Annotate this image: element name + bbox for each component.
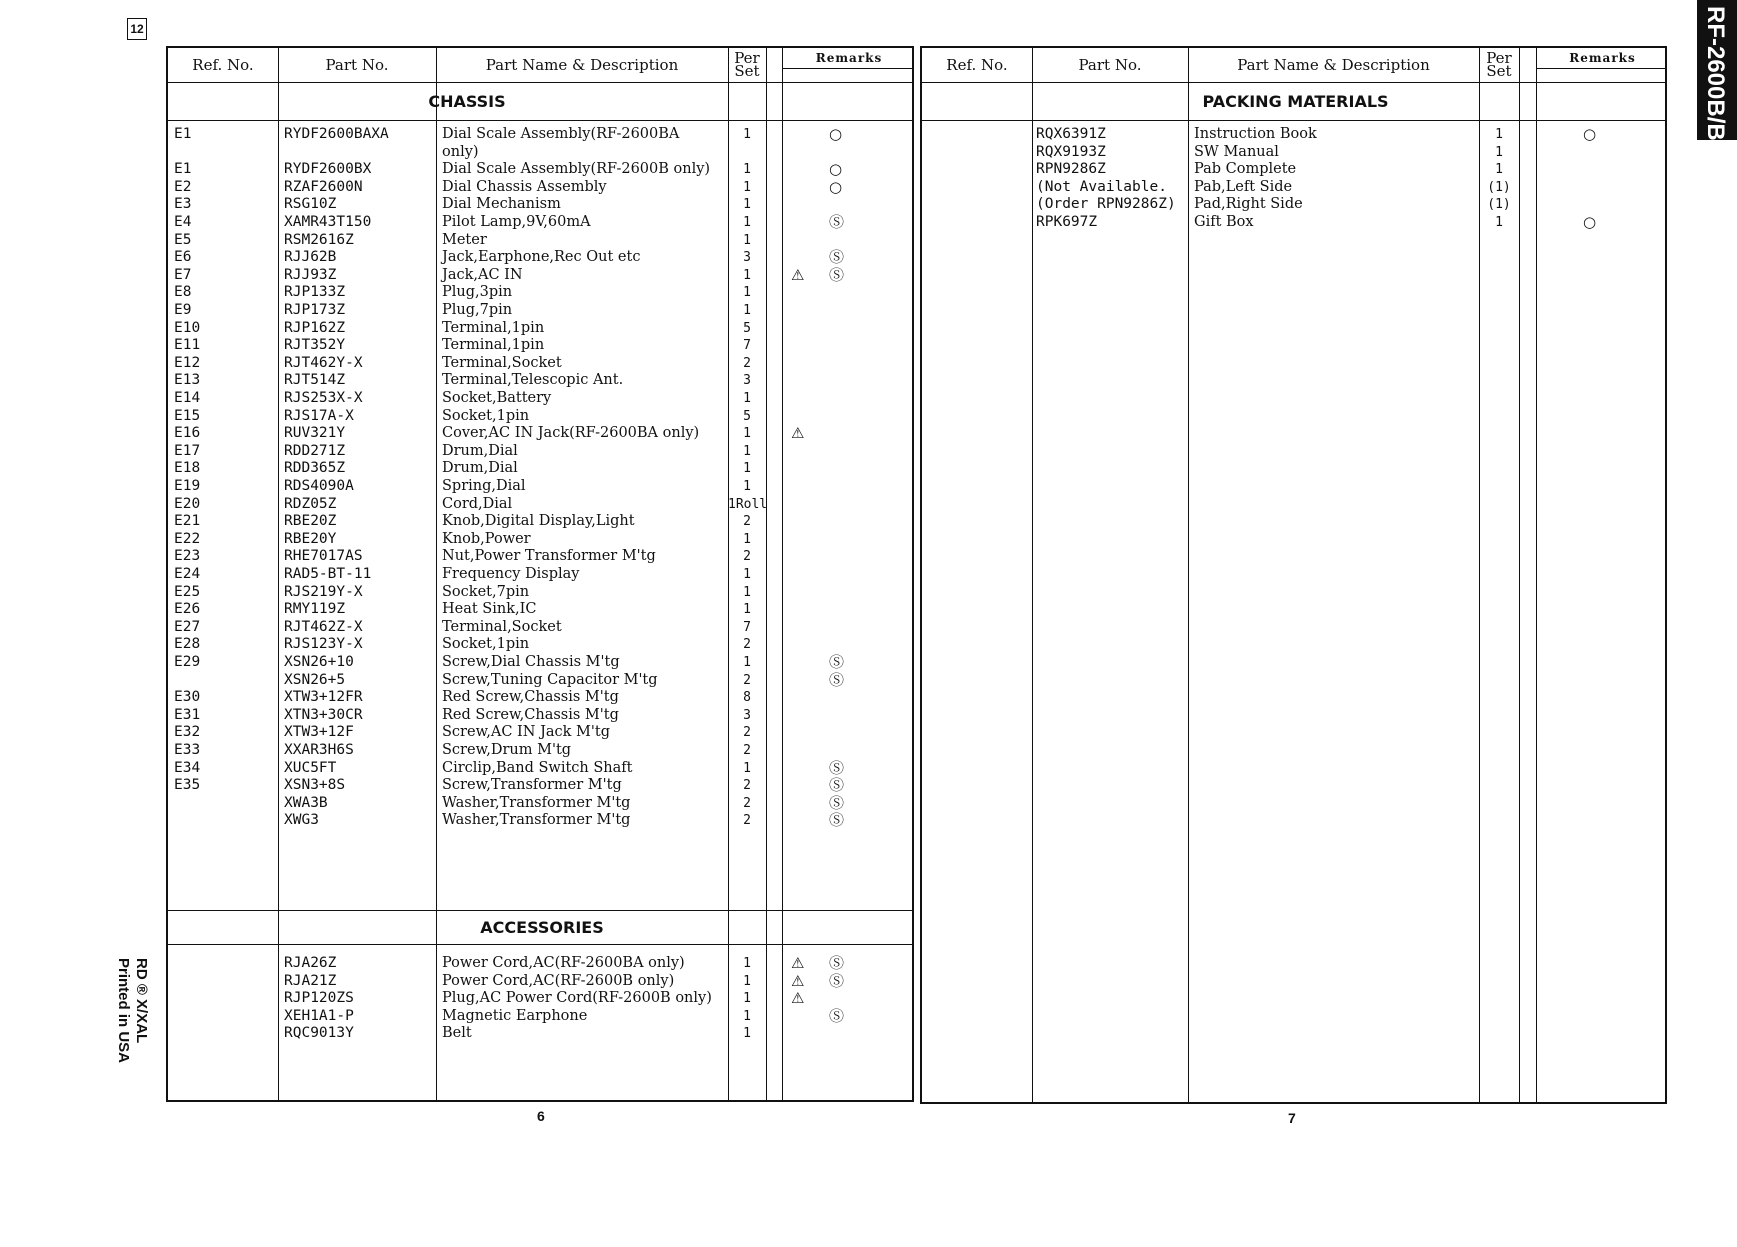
part-no-cell: XAMR43T150 bbox=[284, 214, 372, 230]
description-cell: Terminal,Socket bbox=[442, 354, 562, 371]
table-row bbox=[168, 513, 912, 531]
remark-mark-icon: ○ bbox=[829, 125, 843, 143]
per-set-cell: 1 bbox=[743, 461, 751, 477]
description-cell: Washer,Transformer M'tg bbox=[442, 794, 631, 811]
description-cell: Socket,Battery bbox=[442, 390, 552, 406]
part-no-cell: RQX6391Z bbox=[1036, 126, 1106, 142]
description-cell: only) bbox=[442, 143, 479, 160]
description-cell: Pad,Right Side bbox=[1194, 196, 1303, 213]
table-row bbox=[168, 267, 912, 285]
header-ref-no-right: Ref. No. bbox=[946, 55, 1008, 74]
table-row bbox=[168, 496, 912, 514]
right-parts-table bbox=[920, 46, 1667, 1104]
ref-cell: E15 bbox=[174, 407, 201, 424]
ref-cell: E33 bbox=[174, 742, 201, 758]
description-cell: Pab,Left Side bbox=[1194, 178, 1293, 195]
ref-cell: E35 bbox=[174, 777, 201, 794]
description-cell: Terminal,1pin bbox=[442, 319, 545, 336]
section-packing-title: PACKING MATERIALS bbox=[1202, 91, 1389, 111]
part-no-cell: (Order RPN9286Z) bbox=[1036, 196, 1176, 213]
table-row bbox=[168, 249, 912, 267]
per-set-cell: 7 bbox=[743, 338, 751, 354]
per-set-cell: 1 bbox=[743, 760, 751, 776]
table-row bbox=[168, 214, 912, 232]
per-set-cell: 1 bbox=[1495, 215, 1503, 230]
per-set-cell: 3 bbox=[743, 373, 751, 389]
part-no-cell: XSN3+8S bbox=[284, 777, 346, 794]
remark-mark-icon: Ⓢ bbox=[829, 248, 845, 267]
table-row bbox=[168, 531, 912, 549]
description-cell: Red Screw,Chassis M'tg bbox=[442, 706, 619, 723]
header-remarks: Remarks bbox=[815, 50, 883, 65]
ref-cell: E24 bbox=[174, 566, 201, 582]
part-no-cell: RJS219Y-X bbox=[284, 583, 363, 600]
description-cell: Dial Chassis Assembly bbox=[442, 178, 607, 195]
ref-cell: E25 bbox=[174, 583, 201, 600]
part-no-cell: RDZ05Z bbox=[284, 495, 337, 512]
per-set-cell: 5 bbox=[743, 408, 751, 424]
per-set-cell: 8 bbox=[743, 690, 751, 706]
part-no-cell: RDS4090A bbox=[284, 478, 354, 494]
remark-mark-icon: Ⓢ bbox=[829, 1006, 845, 1025]
table-row bbox=[168, 973, 912, 991]
description-cell: Pilot Lamp,9V,60mA bbox=[442, 214, 591, 230]
part-no-cell: RJP162Z bbox=[284, 319, 346, 336]
per-set-cell: 3 bbox=[743, 250, 751, 266]
table-row bbox=[168, 566, 912, 584]
part-no-cell: XWA3B bbox=[284, 794, 328, 811]
description-cell: SW Manual bbox=[1194, 143, 1279, 160]
per-set-cell: 1 bbox=[1495, 162, 1503, 178]
description-cell: Screw,AC IN Jack M'tg bbox=[442, 724, 610, 741]
part-no-cell: RPK697Z bbox=[1036, 214, 1098, 230]
part-no-cell: RJS17A-X bbox=[284, 407, 354, 424]
ref-cell: E29 bbox=[174, 654, 201, 670]
ref-cell: E16 bbox=[174, 425, 201, 442]
table-row bbox=[168, 161, 912, 179]
description-cell: Instruction Book bbox=[1194, 126, 1317, 142]
description-cell: Screw,Tuning Capacitor M'tg bbox=[442, 671, 658, 688]
part-no-cell: RHE7017AS bbox=[284, 548, 363, 565]
header-part-name: Part Name & Description bbox=[485, 55, 679, 74]
table-row bbox=[168, 742, 912, 760]
description-cell: Socket,7pin bbox=[442, 583, 530, 600]
part-no-cell: XWG3 bbox=[284, 812, 319, 829]
part-no-cell: RYDF2600BX bbox=[284, 161, 372, 178]
description-cell: Screw,Drum M'tg bbox=[442, 742, 572, 758]
remark-mark-icon: Ⓢ bbox=[829, 793, 845, 812]
part-no-cell: RJT352Y bbox=[284, 337, 346, 354]
part-no-cell: XUC5FT bbox=[284, 759, 337, 776]
part-no-cell: RQC9013Y bbox=[284, 1025, 354, 1042]
description-cell: Cord,Dial bbox=[442, 495, 513, 512]
table-row bbox=[168, 443, 912, 461]
ref-cell: E4 bbox=[174, 214, 192, 230]
table-row bbox=[168, 707, 912, 725]
ref-cell: E18 bbox=[174, 460, 201, 477]
table-row bbox=[168, 689, 912, 707]
part-no-cell: XTW3+12F bbox=[284, 724, 354, 741]
description-cell: Nut,Power Transformer M'tg bbox=[442, 548, 656, 565]
per-set-cell: 1 bbox=[743, 655, 751, 670]
part-no-cell: RJT462Y-X bbox=[284, 354, 363, 371]
part-no-cell: RSG10Z bbox=[284, 196, 337, 213]
ref-cell: E23 bbox=[174, 548, 201, 565]
remark-mark-icon: Ⓢ bbox=[829, 811, 845, 830]
part-no-cell: RJT462Z-X bbox=[284, 618, 363, 635]
ref-cell: E2 bbox=[174, 178, 192, 195]
per-set-cell: 2 bbox=[743, 725, 751, 741]
part-no-cell: RUV321Y bbox=[284, 425, 346, 442]
part-no-cell: RJA26Z bbox=[284, 955, 337, 971]
part-no-cell: RBE20Y bbox=[284, 530, 337, 547]
table-row bbox=[922, 214, 1665, 232]
left-parts-table bbox=[166, 46, 914, 1102]
description-cell: Power Cord,AC(RF-2600B only) bbox=[442, 972, 675, 989]
ref-cell: E13 bbox=[174, 372, 201, 389]
description-cell: Screw,Dial Chassis M'tg bbox=[442, 654, 620, 670]
part-no-cell: RJJ93Z bbox=[284, 266, 337, 283]
part-no-cell: RJS123Y-X bbox=[284, 636, 363, 653]
part-no-cell: XXAR3H6S bbox=[284, 742, 354, 758]
header-part-name-right: Part Name & Description bbox=[1237, 55, 1430, 74]
part-no-cell: XSN26+5 bbox=[284, 671, 346, 688]
remark-mark-icon: Ⓢ bbox=[829, 971, 845, 990]
table-row bbox=[168, 760, 912, 778]
safety-mark-icon: ⚠ bbox=[791, 954, 805, 972]
section-accessories-title: ACCESSORIES bbox=[480, 917, 604, 937]
table-row bbox=[168, 196, 912, 214]
table-row bbox=[168, 425, 912, 443]
safety-mark-icon: ⚠ bbox=[791, 424, 805, 443]
ref-cell: E10 bbox=[174, 319, 201, 336]
page-number-left: 6 bbox=[537, 1108, 545, 1124]
per-set-cell: 2 bbox=[743, 637, 751, 653]
table-row bbox=[168, 355, 912, 373]
table-row bbox=[168, 795, 912, 813]
table-row bbox=[922, 144, 1665, 162]
table-row bbox=[168, 672, 912, 690]
header-ref-no: Ref. No. bbox=[192, 55, 254, 74]
table-row bbox=[168, 284, 912, 302]
part-no-cell: RPN9286Z bbox=[1036, 161, 1106, 178]
table-row bbox=[168, 601, 912, 619]
per-set-cell: 7 bbox=[743, 619, 751, 635]
description-cell: Spring,Dial bbox=[442, 478, 526, 494]
description-cell: Socket,1pin bbox=[442, 407, 530, 424]
per-set-cell: 1 bbox=[743, 179, 751, 195]
per-set-cell: 2 bbox=[743, 355, 751, 371]
ref-cell: E22 bbox=[174, 530, 201, 547]
part-no-cell: RDD271Z bbox=[284, 442, 346, 459]
per-set-cell: 1 bbox=[743, 479, 751, 494]
table-row bbox=[922, 179, 1665, 197]
description-cell: Jack,Earphone,Rec Out etc bbox=[442, 249, 641, 266]
description-cell: Terminal,Telescopic Ant. bbox=[442, 372, 624, 389]
description-cell: Frequency Display bbox=[442, 566, 580, 582]
ref-cell: E6 bbox=[174, 249, 192, 266]
per-set-cell: 1 bbox=[743, 127, 751, 142]
per-set-cell: (1) bbox=[1487, 179, 1511, 195]
header-part-no-right: Part No. bbox=[1078, 55, 1142, 74]
table-row bbox=[168, 408, 912, 426]
description-cell: Socket,1pin bbox=[442, 636, 530, 653]
page-number-right: 7 bbox=[1288, 1110, 1296, 1126]
per-set-cell: 1 bbox=[743, 232, 751, 248]
table-row bbox=[168, 990, 912, 1008]
ref-cell: E5 bbox=[174, 231, 192, 248]
ref-cell: E17 bbox=[174, 442, 201, 459]
part-no-cell: RDD365Z bbox=[284, 460, 346, 477]
table-row bbox=[168, 654, 912, 672]
part-no-cell: RQX9193Z bbox=[1036, 143, 1106, 160]
description-cell: Red Screw,Chassis M'tg bbox=[442, 689, 619, 706]
part-no-cell: RJP133Z bbox=[284, 284, 346, 301]
per-set-cell: 1 bbox=[743, 956, 751, 971]
table-row bbox=[168, 460, 912, 478]
description-cell: Screw,Transformer M'tg bbox=[442, 777, 622, 794]
part-no-cell: RMY119Z bbox=[284, 601, 346, 618]
safety-mark-icon: ⚠ bbox=[791, 265, 805, 284]
table-row bbox=[168, 812, 912, 830]
remark-mark-icon: ○ bbox=[1583, 125, 1597, 143]
part-no-cell: RJJ62B bbox=[284, 249, 337, 266]
remark-mark-icon: ○ bbox=[829, 177, 843, 196]
ref-cell: E9 bbox=[174, 302, 192, 318]
description-cell: Plug,3pin bbox=[442, 284, 513, 301]
part-no-cell: RZAF2600N bbox=[284, 178, 363, 195]
per-set-cell: 2 bbox=[743, 778, 751, 794]
ref-cell: E12 bbox=[174, 354, 201, 371]
per-set-cell: 1 bbox=[743, 267, 751, 283]
part-no-cell: RJP120ZS bbox=[284, 990, 354, 1007]
table-row bbox=[168, 619, 912, 637]
remark-mark-icon: Ⓢ bbox=[829, 776, 845, 795]
table-row bbox=[168, 955, 912, 973]
per-set-cell: 1 bbox=[743, 303, 751, 318]
per-set-cell: 2 bbox=[743, 813, 751, 829]
header-per-set: Per Set bbox=[734, 49, 760, 80]
remark-mark-icon: Ⓢ bbox=[829, 670, 845, 689]
section-chassis-title: CHASSIS bbox=[428, 91, 506, 111]
description-cell: Terminal,Socket bbox=[442, 618, 562, 635]
per-set-cell: 1 bbox=[743, 162, 751, 178]
per-set-cell: 1 bbox=[743, 1008, 751, 1024]
description-cell: Dial Scale Assembly(RF-2600BA bbox=[442, 126, 680, 142]
model-tab-label: RF-2600B/BA bbox=[1702, 6, 1729, 159]
part-no-cell: (Not Available. bbox=[1036, 178, 1167, 195]
table-row bbox=[168, 232, 912, 250]
description-cell: Plug,AC Power Cord(RF-2600B only) bbox=[442, 990, 712, 1007]
table-row bbox=[168, 372, 912, 390]
ref-cell: E7 bbox=[174, 266, 192, 283]
description-cell: Belt bbox=[442, 1025, 472, 1042]
per-set-cell: 2 bbox=[743, 549, 751, 565]
part-no-cell: XSN26+10 bbox=[284, 654, 354, 670]
description-cell: Jack,AC IN bbox=[442, 266, 523, 283]
per-set-cell: 1 bbox=[743, 567, 751, 582]
per-set-cell: 2 bbox=[743, 743, 751, 758]
header-per-set-right: Per Set bbox=[1486, 49, 1512, 80]
part-no-cell: XEH1A1-P bbox=[284, 1007, 354, 1024]
header-part-no: Part No. bbox=[325, 55, 389, 74]
per-set-cell: 1 bbox=[1495, 127, 1503, 142]
per-set-cell: 1 bbox=[743, 443, 751, 459]
ref-cell: E1 bbox=[174, 126, 192, 142]
description-cell: Knob,Power bbox=[442, 530, 531, 547]
table-row bbox=[168, 478, 912, 496]
per-set-cell: 1 bbox=[743, 426, 751, 442]
table-row bbox=[168, 179, 912, 197]
per-set-cell: 2 bbox=[743, 795, 751, 811]
remark-mark-icon: Ⓢ bbox=[829, 653, 845, 671]
description-cell: Cover,AC IN Jack(RF-2600BA only) bbox=[442, 425, 700, 442]
ref-cell: E32 bbox=[174, 724, 201, 741]
printed-in: Printed in USA bbox=[115, 958, 132, 1064]
per-set-cell: 1 bbox=[743, 215, 751, 230]
description-cell: Meter bbox=[442, 231, 487, 248]
part-no-cell: RSM2616Z bbox=[284, 231, 354, 248]
per-set-cell: 1 bbox=[743, 991, 751, 1007]
table-row bbox=[168, 636, 912, 654]
per-set-cell: 1 bbox=[743, 973, 751, 989]
per-set-cell: (1) bbox=[1487, 197, 1511, 213]
table-row bbox=[168, 777, 912, 795]
ref-cell: E28 bbox=[174, 636, 201, 653]
ref-cell: E27 bbox=[174, 618, 201, 635]
description-cell: Gift Box bbox=[1194, 214, 1254, 230]
description-cell: Circlip,Band Switch Shaft bbox=[442, 759, 633, 776]
per-set-cell: 1 bbox=[743, 602, 751, 618]
table-row bbox=[922, 196, 1665, 214]
table-row bbox=[168, 390, 912, 408]
remark-mark-icon: Ⓢ bbox=[829, 954, 845, 972]
ref-cell: E3 bbox=[174, 196, 192, 213]
header-remarks-right: Remarks bbox=[1569, 50, 1636, 65]
part-no-cell: XTW3+12FR bbox=[284, 689, 363, 706]
ref-cell: E31 bbox=[174, 706, 201, 723]
table-row bbox=[168, 302, 912, 320]
ref-cell: E34 bbox=[174, 759, 201, 776]
remark-mark-icon: ○ bbox=[829, 160, 843, 179]
table-row bbox=[168, 1008, 912, 1026]
per-set-cell: 1 bbox=[1495, 144, 1503, 160]
part-no-cell: XTN3+30CR bbox=[284, 706, 363, 723]
ref-cell: E8 bbox=[174, 284, 192, 301]
per-set-cell: 1 bbox=[743, 285, 751, 301]
part-no-cell: RJP173Z bbox=[284, 302, 346, 318]
ref-cell: E1 bbox=[174, 161, 192, 178]
description-cell: Dial Scale Assembly(RF-2600B only) bbox=[442, 161, 711, 178]
table-row bbox=[168, 724, 912, 742]
description-cell: Heat Sink,IC bbox=[442, 601, 537, 618]
table-row bbox=[168, 126, 912, 144]
ref-cell: E14 bbox=[174, 390, 201, 406]
model-side-tab bbox=[1697, 0, 1737, 159]
per-set-cell: 2 bbox=[743, 514, 751, 530]
table-row bbox=[168, 320, 912, 338]
per-set-cell: 1Roll bbox=[728, 496, 768, 512]
table-row bbox=[922, 161, 1665, 179]
description-cell: Power Cord,AC(RF-2600BA only) bbox=[442, 955, 685, 971]
remark-mark-icon: Ⓢ bbox=[829, 265, 845, 284]
per-set-cell: 5 bbox=[743, 320, 751, 336]
per-set-cell: 2 bbox=[743, 672, 751, 688]
description-cell: Drum,Dial bbox=[442, 460, 518, 477]
print-code: RD ® X/XAL bbox=[133, 958, 150, 1044]
per-set-cell: 1 bbox=[743, 531, 751, 547]
description-cell: Plug,7pin bbox=[442, 302, 513, 318]
remark-mark-icon: Ⓢ bbox=[829, 758, 845, 777]
part-no-cell: RBE20Z bbox=[284, 513, 337, 530]
description-cell: Drum,Dial bbox=[442, 442, 518, 459]
per-set-cell: 1 bbox=[743, 391, 751, 406]
description-cell: Magnetic Earphone bbox=[442, 1007, 588, 1024]
ref-cell: E21 bbox=[174, 513, 201, 530]
ref-cell: E20 bbox=[174, 495, 201, 512]
description-cell: Terminal,1pin bbox=[442, 337, 545, 354]
ref-cell: E26 bbox=[174, 601, 201, 618]
table-row bbox=[168, 548, 912, 566]
remark-mark-icon: ○ bbox=[1583, 213, 1597, 231]
per-set-cell: 1 bbox=[743, 1026, 751, 1042]
part-no-cell: RAD5-BT-11 bbox=[284, 566, 372, 582]
remark-mark-icon: Ⓢ bbox=[829, 213, 845, 231]
part-no-cell: RJA21Z bbox=[284, 972, 337, 989]
ref-cell: E30 bbox=[174, 689, 201, 706]
table-row bbox=[168, 144, 912, 162]
part-no-cell: RYDF2600BAXA bbox=[284, 126, 389, 142]
per-set-cell: 3 bbox=[743, 707, 751, 723]
description-cell: Dial Mechanism bbox=[442, 196, 561, 213]
part-no-cell: RJT514Z bbox=[284, 372, 346, 389]
page-marker: 12 bbox=[127, 18, 147, 40]
description-cell: Knob,Digital Display,Light bbox=[442, 513, 635, 530]
ref-cell: E11 bbox=[174, 337, 201, 354]
per-set-cell: 1 bbox=[743, 584, 751, 600]
table-row bbox=[168, 1025, 912, 1043]
safety-mark-icon: ⚠ bbox=[791, 971, 805, 990]
safety-mark-icon: ⚠ bbox=[791, 989, 805, 1008]
description-cell: Washer,Transformer M'tg bbox=[442, 812, 631, 829]
table-row bbox=[168, 584, 912, 602]
table-row bbox=[922, 126, 1665, 144]
table-row bbox=[168, 337, 912, 355]
description-cell: Pab Complete bbox=[1194, 161, 1297, 178]
per-set-cell: 1 bbox=[743, 197, 751, 213]
ref-cell: E19 bbox=[174, 478, 201, 494]
part-no-cell: RJS253X-X bbox=[284, 390, 363, 406]
